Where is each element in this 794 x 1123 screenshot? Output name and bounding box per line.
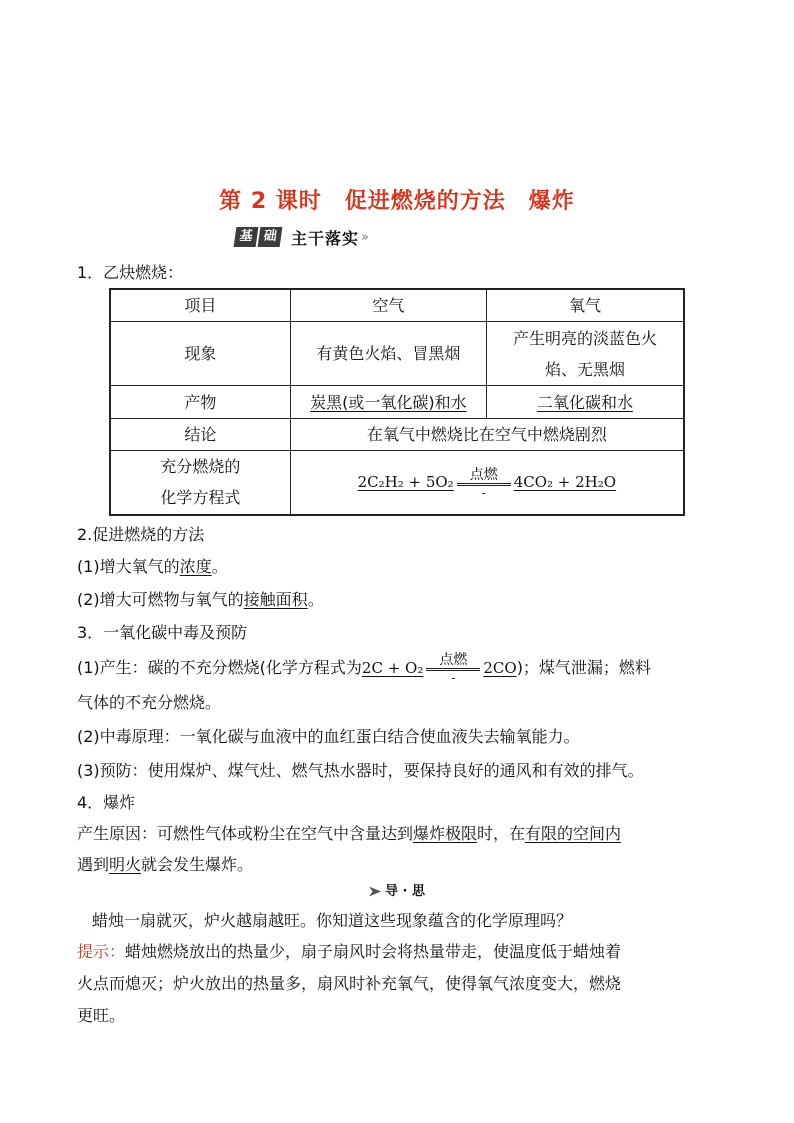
text: (1)增大氧气的 (77, 557, 180, 576)
section-4-heading: 4．爆炸 (77, 793, 136, 812)
method-item-1 (77, 556, 228, 578)
hint-label: 提示： (77, 942, 126, 961)
table-row (110, 289, 684, 322)
table-cell (290, 386, 486, 419)
text: 产生原因：可燃性气体或粉尘在空气中含量达到 (77, 824, 414, 843)
table-cell (290, 451, 684, 515)
section-1-heading: 1．乙炔燃烧： (77, 263, 184, 282)
text: 蜡烛燃烧放出的热量少，扇子扇风时会将热量带走，使温度低于蜡烛着 (125, 942, 622, 961)
table-row (110, 451, 684, 515)
answer-text: 二氧化碳和水 (537, 392, 634, 412)
table-cell (110, 451, 290, 515)
table-row (110, 322, 684, 386)
arrow-icon (369, 887, 381, 897)
table-cell: 结论 (110, 419, 290, 451)
table-row (110, 419, 684, 451)
text: 遇到 (77, 855, 110, 874)
equation-right: 4CO₂ + 2H₂O (513, 473, 617, 492)
condition-label: 点燃 (439, 652, 468, 668)
chemical-equation (362, 652, 517, 683)
text: 。 (211, 557, 228, 576)
answer-text: 炭黑(或一氧化碳)和水 (310, 392, 467, 412)
answer-text: 浓度 (179, 557, 212, 576)
table-header-cell: 项目 (110, 289, 290, 322)
cell-text-line: 化学方程式 (160, 488, 241, 508)
explosion-cause-1 (77, 823, 621, 845)
table-cell: 现象 (110, 322, 290, 386)
co-cause-line (77, 652, 651, 683)
co-mechanism: (2)中毒原理：一氧化碳与血液中的血红蛋白结合使血液失去输氧能力。 (77, 727, 580, 746)
table-cell (487, 322, 684, 386)
text: 就会发生爆炸。 (141, 855, 254, 874)
text: (1)产生：碳的不充分燃烧(化学方程式为 (77, 657, 362, 677)
text: (2)增大可燃物与氧气的 (77, 590, 244, 609)
reaction-condition (457, 467, 511, 501)
conclusion-text: 在氧气中燃烧比在空气中燃烧剧烈 (366, 425, 607, 444)
section-label: 主干落实 (291, 228, 360, 248)
table-cell (290, 419, 684, 451)
hint-line-1 (77, 941, 621, 963)
equation-right: 2CO (483, 658, 517, 677)
chemical-equation (357, 467, 617, 501)
condition-dash: - (481, 486, 486, 501)
text: )；煤气泄漏；燃料 (516, 657, 651, 677)
answer-text: 接触面积 (243, 590, 308, 609)
equation-left: 2C + O₂ (361, 658, 424, 677)
method-item-2 (77, 589, 324, 611)
answer-text: 有限的空间内 (525, 824, 622, 843)
text: 。 (307, 590, 324, 609)
answer-text: 爆炸极限 (413, 824, 478, 843)
table-cell: 有黄色火焰、冒黑烟 (290, 322, 486, 386)
guide-heading (0, 880, 794, 899)
cell-text-line: 产生明亮的淡蓝色火 (513, 328, 658, 348)
cell-text-line: 焰、无黑烟 (545, 359, 626, 379)
guide-title: 导 · 思 (385, 884, 425, 899)
badge-char-1: 基 (234, 227, 259, 247)
table-row (110, 386, 684, 419)
table-cell: 产物 (110, 386, 290, 419)
table-header-cell: 空气 (290, 289, 486, 322)
cell-text-line: 充分燃烧的 (160, 457, 241, 477)
table-header-cell: 氧气 (487, 289, 684, 322)
chevron-right-icon: » (361, 229, 369, 245)
badge-char-2: 础 (258, 227, 283, 247)
condition-label: 点燃 (469, 467, 498, 484)
explosion-cause-2 (77, 854, 253, 876)
acetylene-table (109, 288, 685, 516)
table-cell (487, 386, 684, 419)
section-header (235, 226, 369, 248)
hint-line-3: 更旺。 (77, 1006, 126, 1025)
page-title: 第 2 课时 促进燃烧的方法 爆炸 (219, 189, 575, 214)
condition-dash: - (451, 671, 456, 685)
section-2-heading: 2.促进燃烧的方法 (77, 525, 205, 544)
text: 时，在 (477, 824, 526, 843)
hint-line-2: 火点而熄灭；炉火放出的热量多，扇风时补充氧气，使得氧气浓度变大，燃烧 (77, 974, 622, 993)
reaction-condition (426, 652, 480, 683)
co-prevention: (3)预防：使用煤炉、煤气灶、燃气热水器时，要保持良好的通风和有效的排气。 (77, 761, 644, 780)
section-3-heading: 3．一氧化碳中毒及预防 (77, 623, 248, 642)
answer-text: 明火 (109, 855, 142, 874)
equation-left: 2C₂H₂ + 5O₂ (357, 473, 454, 492)
co-cause-cont: 气体的不充分燃烧。 (77, 693, 222, 712)
guide-question: 蜡烛一扇就灭，炉火越扇越旺。你知道这些现象蕴含的化学原理吗？ (92, 911, 573, 930)
section-badge (235, 227, 283, 247)
